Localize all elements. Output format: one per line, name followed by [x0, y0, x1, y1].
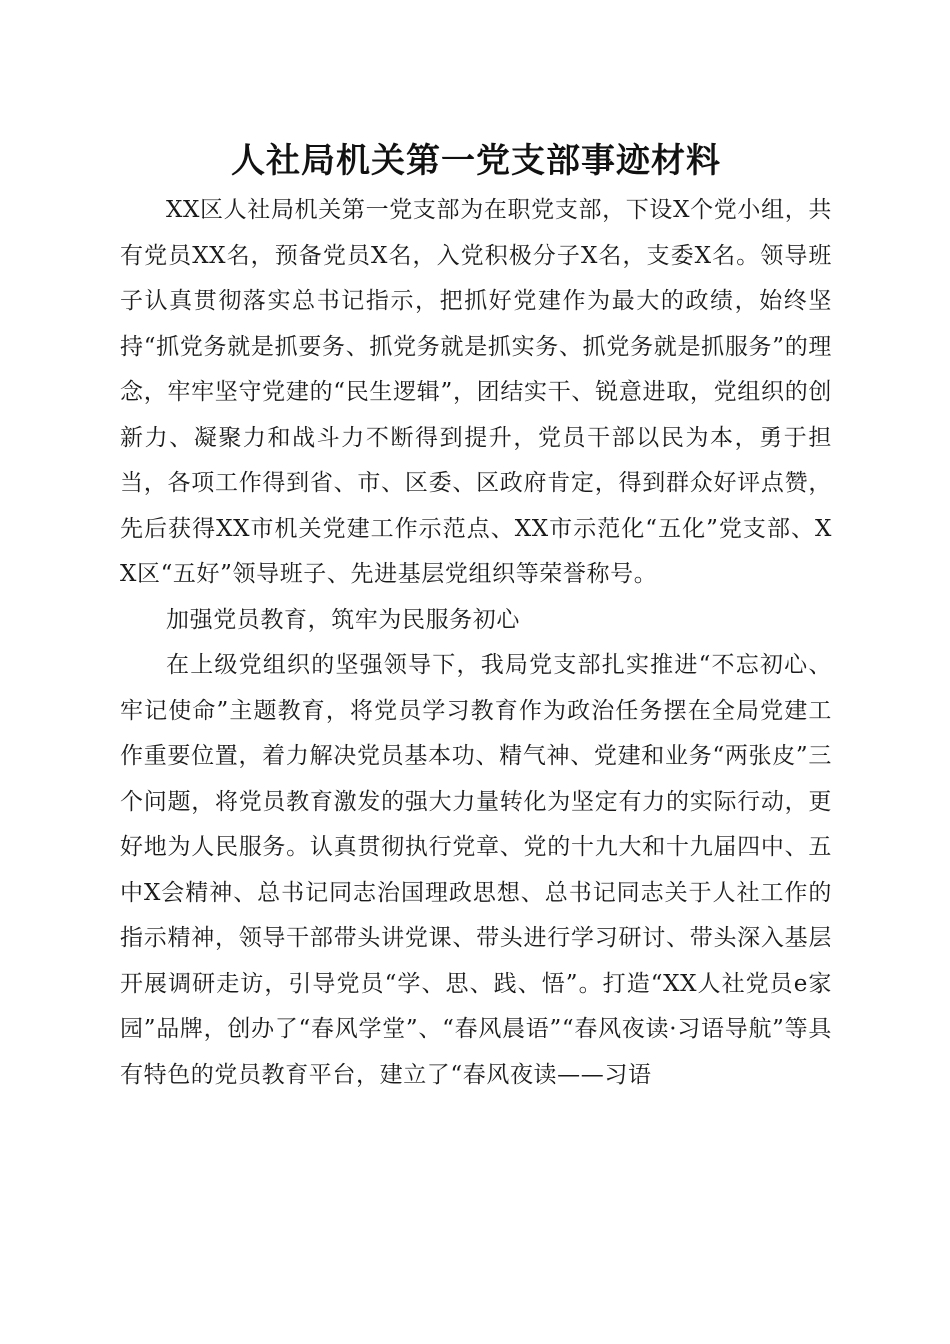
paragraph-intro: XX区人社局机关第一党支部为在职党支部，下设X个党小组，共有党员XX名，预备党员X名，入党积极分子X名，支委X名。领导班子认真贯彻落实总书记指示，把抓好党建作为最大的政绩，始终坚持“抓党务就是抓要务、抓党务就是抓实务、抓党务就是抓服务”的理念，牢牢坚守党建的“民生逻辑”，团结实干、锐意进取，党组织的创新力、凝聚力和战斗力不断得到提升，党员干部以民为本，勇于担当，各项工作得到省、市、区委、区政府肯定，得到群众好评点赞，先后获得XX市机关党建工作示范点、XX市示范化“五化”党支部、XX区“五好”领导班子、先进基层党组织等荣誉称号。	[120, 197, 832, 587]
document-body	[120, 134, 832, 1098]
paragraph-education: 在上级党组织的坚强领导下，我局党支部扎实推进“不忘初心、牢记使命”主题教育，将党员学习教育作为政治任务摆在全局党建工作重要位置，着力解决党员基本功、精气神、党建和业务“两张皮”三个问题，将党员教育激发的强大力量转化为坚定有力的实际行动，更好地为人民服务。认真贯彻执行党章、党的十九大和十九届四中、五中X会精神、总书记同志治国理政思想、总书记同志关于人社工作的指示精神，领导干部带头讲党课、带头进行学习研讨、带头深入基层开展调研走访，引导党员“学、思、践、悟”。打造“XX人社党员e家园”品牌，创办了“春风学堂”、“春风晨语”“春风夜读·习语导航”等具有特色的党员教育平台，建立了“春风夜读——习语	[120, 652, 832, 1088]
section-heading: 加强党员教育，筑牢为民服务初心	[166, 606, 520, 633]
document-title: 人社局机关第一党支部事迹材料	[231, 141, 721, 181]
